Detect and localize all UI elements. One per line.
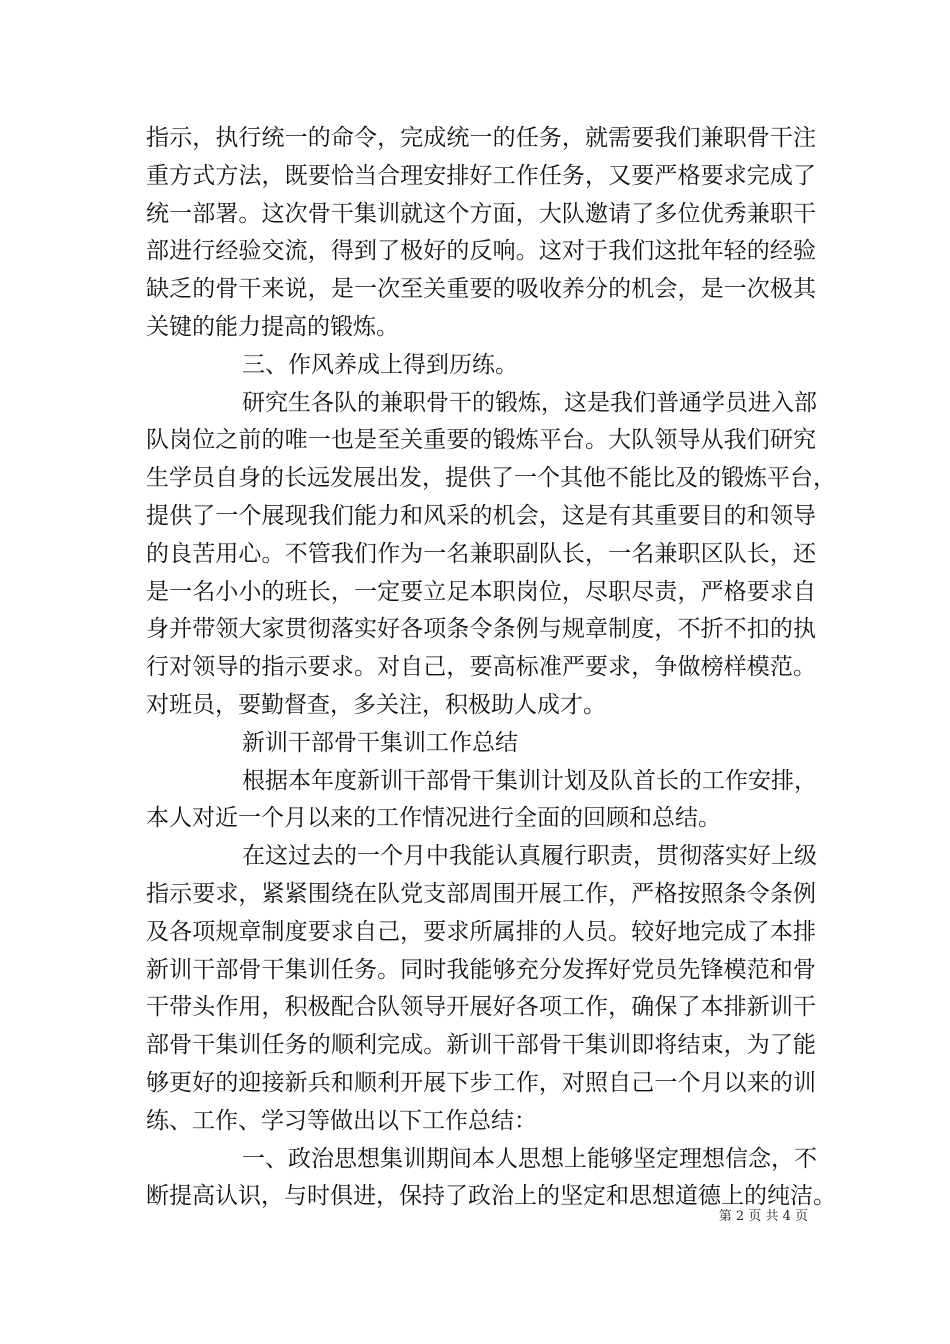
- body-text: [146, 120, 836, 1216]
- text-line: 行对领导的指示要求。对自己，要高标准严要求，争做榜样模范。: [146, 654, 816, 681]
- text-line: 本人对近一个月以来的工作情况进行全面的回顾和总结。: [146, 805, 721, 832]
- text-line: 部进行经验交流，得到了极好的反响。这对于我们这批年轻的经验: [146, 238, 816, 265]
- text-line: 生学员自身的长远发展出发，提供了一个其他不能比及的锻炼平台，: [146, 465, 836, 492]
- text-line: 是一名小小的班长，一定要立足本职岗位，尽职尽责，严格要求自: [146, 578, 816, 605]
- text-line: 队岗位之前的唯一也是至关重要的锻炼平台。大队领导从我们研究: [146, 427, 816, 454]
- text-line: 在这过去的一个月中我能认真履行职责，贯彻落实好上级: [242, 843, 817, 870]
- text-line: 练、工作、学习等做出以下工作总结：: [146, 1107, 537, 1134]
- text-line: 的良苦用心。不管我们作为一名兼职副队长，一名兼职区队长，还: [146, 540, 816, 567]
- text-line: 指示，执行统一的命令，完成统一的任务，就需要我们兼职骨干注: [146, 125, 816, 151]
- text-line: 身并带领大家贯彻落实好各项条令条例与规章制度，不折不扣的执: [146, 616, 816, 643]
- text-line: 根据本年度新训干部骨干集训计划及队首长的工作安排，: [242, 767, 817, 794]
- text-line: 断提高认识，与时俱进，保持了政治上的坚定和思想道德上的纯洁。: [146, 1183, 836, 1210]
- text-line: 研究生各队的兼职骨干的锻炼，这是我们普通学员进入部: [242, 389, 817, 416]
- page-number: 第 2 页 共 4 页: [718, 1209, 808, 1224]
- text-line: 重方式方法，既要恰当合理安排好工作任务，又要严格要求完成了: [146, 162, 816, 189]
- text-line: 指示要求，紧紧围绕在队党支部周围开展工作，严格按照条令条例: [146, 880, 816, 907]
- text-line: 及各项规章制度要求自己，要求所属排的人员。较好地完成了本排: [146, 918, 816, 945]
- text-line: 部骨干集训任务的顺利完成。新训干部骨干集训即将结束，为了能: [146, 1032, 816, 1059]
- text-line: 提供了一个展现我们能力和风采的机会，这是有其重要目的和领导: [146, 502, 816, 529]
- text-line: 关键的能力提高的锻炼。: [146, 313, 399, 340]
- text-line: 新训干部骨干集训任务。同时我能够充分发挥好党员先锋模范和骨: [146, 956, 816, 983]
- text-line: 统一部署。这次骨干集训就这个方面，大队邀请了多位优秀兼职干: [146, 200, 816, 227]
- text-line: 缺乏的骨干来说，是一次至关重要的吸收养分的机会，是一次极其: [146, 276, 816, 303]
- text-line: 对班员，要勤督查，多关注，积极助人成才。: [146, 691, 606, 718]
- text-line: 新训干部骨干集训工作总结: [242, 729, 518, 756]
- text-line: 够更好的迎接新兵和顺利开展下步工作，对照自己一个月以来的训: [146, 1069, 816, 1096]
- text-line: 三、作风养成上得到历练。: [242, 351, 518, 378]
- text-line: 干带头作用，积极配合队领导开展好各项工作，确保了本排新训干: [146, 994, 816, 1021]
- text-line: 一、政治思想集训期间本人思想上能够坚定理想信念，不: [242, 1145, 817, 1172]
